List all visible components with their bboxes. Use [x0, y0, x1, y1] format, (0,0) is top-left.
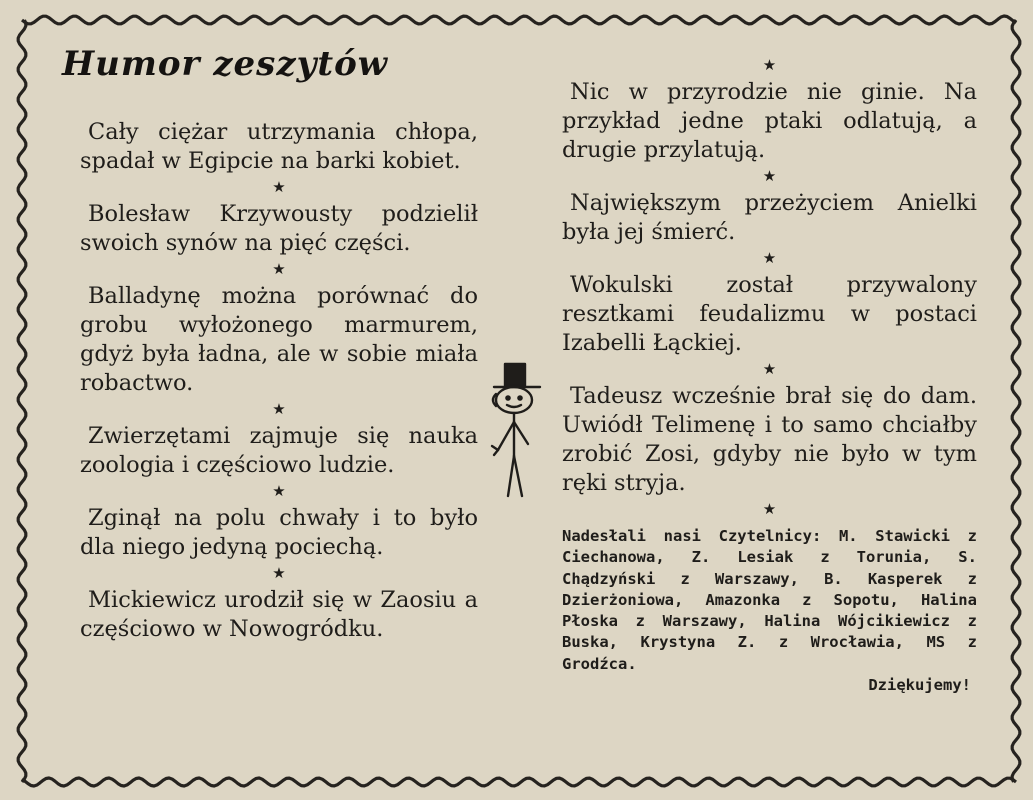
joke-text: Największym przeżyciem Anielki była jej śmierć. — [562, 190, 977, 245]
right-column — [562, 54, 977, 696]
joke-text: Bolesław Krzywousty podzielił swoich synów na pięć części. — [80, 201, 478, 256]
credit-place: z Sopotu, — [802, 590, 899, 609]
star-separator-icon: ★ — [762, 360, 777, 378]
credit-place: z Wrocławia, — [778, 633, 904, 652]
credit-name: Krystyna Z. — [640, 633, 757, 652]
joke-text: Cały ciężar utrzymania chłopa, spadał w Egipcie na barki kobiet. — [80, 119, 478, 174]
credit-name: Amazonka — [705, 590, 781, 609]
credit-name: M. Stawicki — [838, 527, 950, 545]
credit-name: MS — [926, 633, 946, 652]
thanks-note: Dziękujemy! — [868, 676, 971, 695]
star-separator-icon: ★ — [762, 167, 777, 185]
credit-place: z Torunia, — [820, 548, 932, 567]
star-separator-icon: ★ — [762, 500, 777, 518]
credit-place: z Dzierżoniowa, — [562, 569, 977, 609]
credit-name: Halina Wójcikiewicz — [764, 612, 950, 631]
left-column — [80, 118, 478, 644]
joke-text: Zginął na polu chwały i to było dla niego jedyną pociechą. — [80, 505, 478, 560]
joke-text: Wokulski został przywalony resztkami feudalizmu w postaci Izabelli Łąckiej. — [562, 272, 977, 356]
joke-text: Zwierzętami zajmuje się nauka zoologia i częściowo ludzie. — [80, 423, 478, 478]
credit-place: z Ciechanowa, — [562, 527, 977, 567]
credit-name: Halina Płoska — [562, 590, 977, 631]
credit-place: z Buska, — [562, 612, 977, 652]
joke-text: Nic w przyrodzie nie ginie. Na przykład jedne ptaki odlatują, a drugie przylatują. — [562, 79, 977, 163]
credit-place: z Grodźca. — [562, 633, 977, 673]
star-separator-icon: ★ — [272, 260, 286, 278]
reader-credits — [562, 526, 977, 675]
credit-name: S. Chądzyński — [562, 548, 977, 588]
credit-name: B. Kasperek — [824, 569, 943, 588]
credit-place: z Warszawy, — [635, 612, 747, 631]
stick-figure-icon — [484, 360, 548, 500]
joke-text: Mickiewicz urodził się w Zaosiu a częściowo w Nowogródku. — [80, 587, 478, 642]
star-separator-icon: ★ — [762, 56, 777, 74]
star-separator-icon: ★ — [272, 564, 286, 582]
joke-text: Balladynę można porównać do grobu wyłożonego marmurem, gdyż była ładna, ale w sobie miała robactwo. — [80, 283, 478, 396]
star-separator-icon: ★ — [272, 482, 286, 500]
page-title: Humor zeszytów — [62, 44, 389, 84]
joke-text: Tadeusz wcześnie brał się do dam. Uwiódł Telimenę i to samo chciałby zrobić Zosi, gdyby nie było w tym ręki stryja. — [562, 383, 977, 496]
credit-name: Z. Lesiak — [691, 548, 794, 567]
star-separator-icon: ★ — [272, 178, 286, 196]
star-separator-icon: ★ — [272, 400, 286, 418]
star-separator-icon: ★ — [762, 249, 777, 267]
credit-place: z Warszawy, — [680, 569, 799, 588]
credits-intro: Nadesłali nasi Czytelnicy: — [562, 527, 822, 545]
